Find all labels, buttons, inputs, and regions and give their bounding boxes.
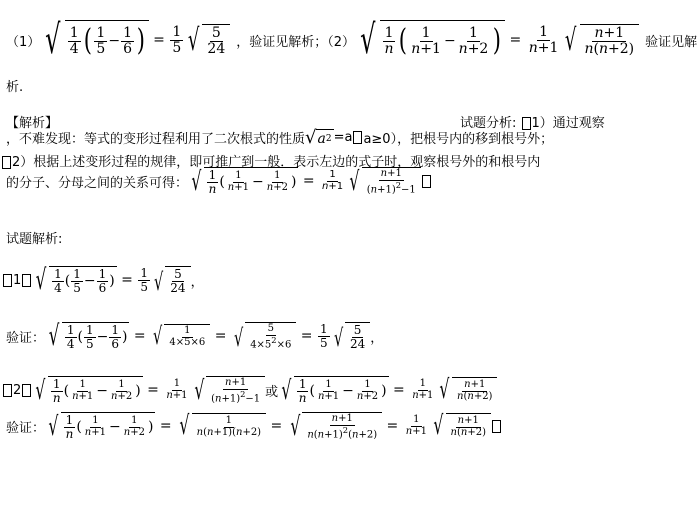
missing-glyph-box	[353, 131, 362, 144]
missing-glyph-box	[22, 274, 31, 287]
verify-text-2: 验证见解	[645, 34, 697, 50]
analysis-text-2a: ，不难发现：等式的变形过程利用了二次根式的性质	[6, 132, 306, 147]
part-1-label: （1）	[6, 34, 41, 50]
solution-step-1-num: 1	[13, 272, 22, 288]
verify-label-1: 验证：	[6, 330, 46, 346]
missing-glyph-box	[3, 384, 12, 397]
solution-verify-1: 验证： √ $\frac{1}{4}$ ( $\frac{1}{5}$ − $\frac{1}{6}$ ) = √ $\frac{1}{4\times 5\times 6}$ = √ $\frac{5}{4\times 5^2\times 6}$ = $\frac{1}{5}$ √ $\frac{5}{24}$ ，	[6, 319, 384, 353]
analysis-text-2c: a≥0），把根号内的移到根号外；	[363, 132, 554, 147]
solution-part-1: 1 √ $\frac{1}{4}$ ( $\frac{1}{5}$ − $\frac{1}{6}$ ) = $\frac{1}{5}$ √ $\frac{5}{24}$ ，	[2, 266, 204, 294]
verify-text-1: ，验证见解析；（2）	[236, 34, 356, 50]
answer-line-1: （1） √ $\frac{1}{4}$ ( $\frac{1}{5}$ − $\frac{1}{6}$ ) = $\frac{1}{5}$ √ $\frac{5}{24}$ ，验证见解析；（2） √ $\frac{1}{n}$ ( $\frac{1}{n+1}$ − $\frac{1}{n+2}$ ) = $\frac{1}{n+1}$ √ $\frac{n+1}{n(n+2)}$ 验证见解	[6, 17, 697, 63]
analysis-text-3: 2）根据上述变形过程的规律，即可推广到一般．表示左边的式子时，观察根号外的和根号内	[12, 155, 541, 170]
radical-expression-1: √ $\frac{1}{4}$ ( $\frac{1}{5}$ − $\frac{1}{6}$ )	[40, 20, 148, 60]
solution-part-2: 2 √ $\frac{1}{n}$ ( $\frac{1}{n+1}$ − $\frac{1}{n+2}$ ) = $\frac{1}{n+1}$ √ $\frac{n+1}{(n+1)^2-1}$ 或 √ $\frac{1}{n}$ ( $\frac{1}{n+1}$ − $\frac{1}{n+2}$ ) = $\frac{1}{n+1}$ √ $\frac{n+1}{n(n+2)}$	[2, 376, 497, 404]
analysis-text-4: 的分子、分母之间的关系可得：	[6, 175, 189, 191]
solution-step-2-num: 2	[13, 382, 22, 398]
missing-glyph-box	[492, 420, 501, 433]
analysis-label: 试题分析:	[460, 116, 521, 131]
analysis-text-2b: =a	[333, 130, 353, 145]
missing-glyph-box	[22, 384, 31, 397]
or-text: 或	[265, 384, 279, 400]
analysis-line-4: 的分子、分母之间的关系可得： √ $\frac{1}{n}$ ( $\frac{1}{n+1}$ − $\frac{1}{n+2}$ ) = $\frac{1}{n+1}$ √ $\frac{n+1}{(n+1)^2-1}$	[6, 167, 432, 195]
radical-expression-2: √ $\frac{1}{n}$ ( $\frac{1}{n+1}$ − $\frac{1}{n+2}$ )	[355, 20, 505, 60]
analysis-header: 【解析】	[6, 116, 59, 131]
missing-glyph-box	[3, 274, 12, 287]
verify-text-3: 析.	[6, 80, 24, 95]
solution-header: 试题解析:	[6, 232, 63, 247]
analysis-line-2: ，不难发现：等式的变形过程利用了二次根式的性质 √ a 2 =a a≥0），把根号内的移到根号外；	[6, 126, 554, 148]
missing-glyph-box	[422, 175, 431, 188]
solution-verify-2: 验证： √ $\frac{1}{n}$ ( $\frac{1}{n+1}$ − $\frac{1}{n+2}$ ) = √ $\frac{1}{n(n+1)(n+2)}$ = √ $\frac{n+1}{n(n+1)^2(n+2)}$ = $\frac{1}{n+1}$ √ $\frac{n+1}{n(n+2)}$	[6, 412, 502, 440]
verify-label-2: 验证：	[6, 420, 46, 436]
analysis-step-1: 1）通过观察	[531, 116, 605, 131]
